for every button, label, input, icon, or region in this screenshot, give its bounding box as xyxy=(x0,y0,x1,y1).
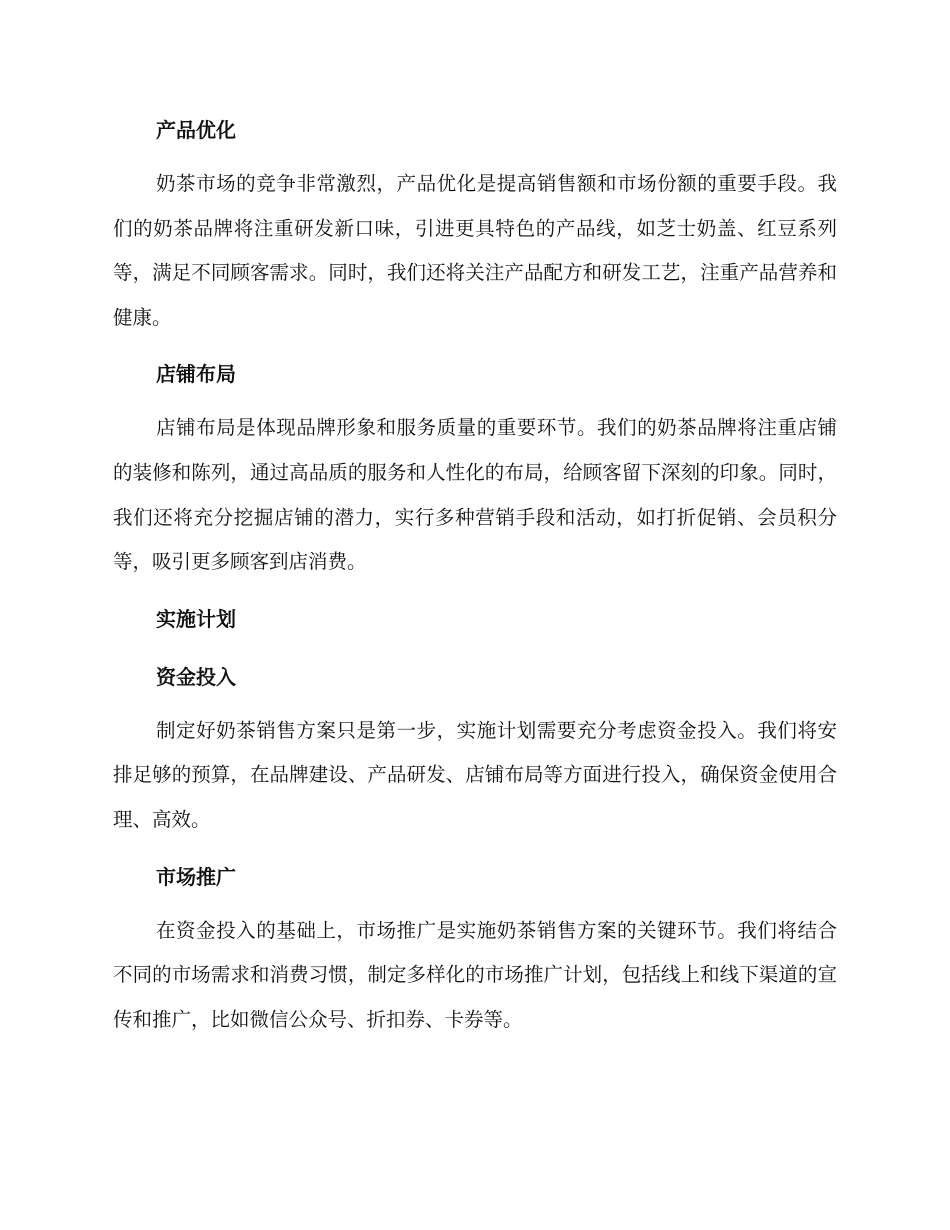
paragraph-capital-investment: 制定好奶茶销售方案只是第一步，实施计划需要充分考虑资金投入。我们将安排足够的预算，在品牌建设、产品研发、店铺布局等方面进行投入，确保资金使用合理、高效。 xyxy=(113,718,837,831)
section-heading-capital-investment: 资金投入 xyxy=(156,664,236,689)
paragraph-product-optimization: 奶茶市场的竞争非常激烈，产品优化是提高销售额和市场份额的重要手段。我们的奶茶品牌将注重研发新口味，引进更具特色的产品线，如芝士奶盖、红豆系列等，满足不同顾客需求。同时，我们还将关注产品配方和研发工艺，注重产品营养和健康。 xyxy=(113,172,837,329)
paragraph-market-promotion: 在资金投入的基础上，市场推广是实施奶茶销售方案的关键环节。我们将结合不同的市场需求和消费习惯，制定多样化的市场推广计划，包括线上和线下渠道的宣传和推广，比如微信公众号、折扣券、卡券等。 xyxy=(113,918,837,1031)
section-heading-implementation-plan: 实施计划 xyxy=(156,606,236,631)
document-page xyxy=(113,112,837,1042)
section-heading-store-layout: 店铺布局 xyxy=(156,362,236,387)
section-heading-product-optimization: 产品优化 xyxy=(156,118,236,142)
paragraph-store-layout: 店铺布局是体现品牌形象和服务质量的重要环节。我们的奶茶品牌将注重店铺的装修和陈列，通过高品质的服务和人性化的布局，给顾客留下深刻的印象。同时，我们还将充分挖掘店铺的潜力，实行多种营销手段和活动，如打折促销、会员积分等，吸引更多顾客到店消费。 xyxy=(113,416,837,574)
section-heading-market-promotion: 市场推广 xyxy=(156,864,236,889)
